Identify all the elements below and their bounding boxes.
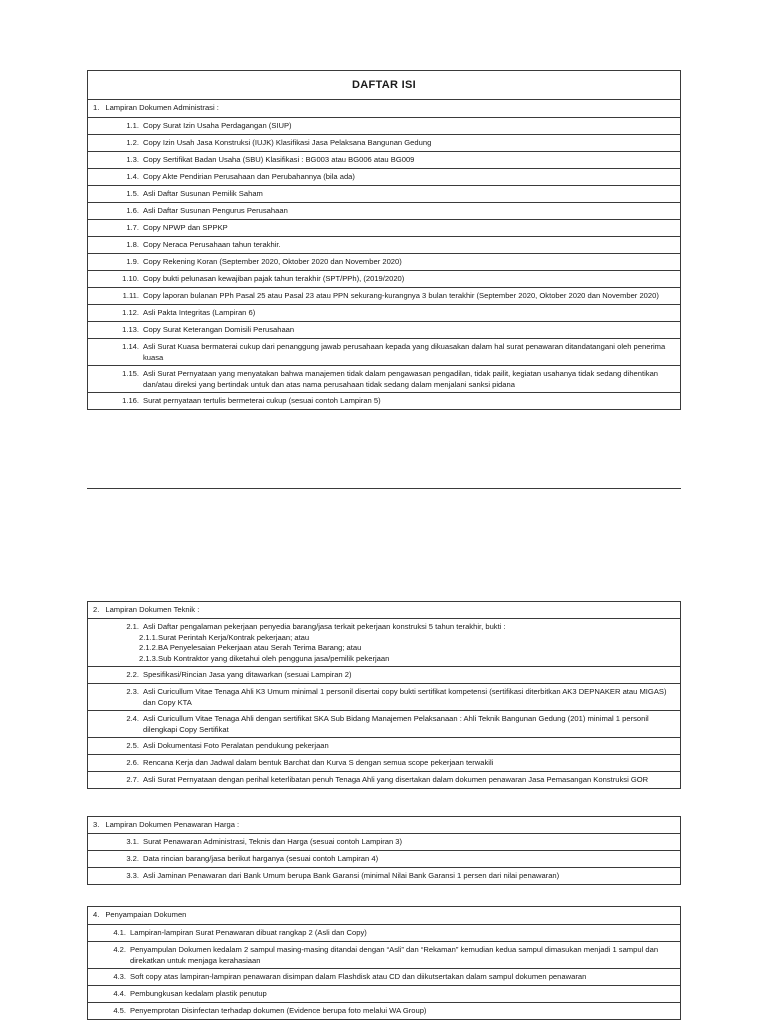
- section-2-items: [88, 667, 680, 789]
- item-text: Penyampulan Dokumen kedalam 2 sampul masing-masing ditandai dengan “Asli” dan “Rekaman” kemudian kedua sampul dimasukan menjadi 1 sampul dan direkatkan untuk menjaga kerahasiaan: [130, 945, 659, 965]
- section-2-header: [88, 602, 680, 619]
- section-number: 1.: [93, 103, 100, 112]
- item-number: 1.4.: [126, 172, 139, 181]
- item-number: 4.5.: [113, 1006, 126, 1015]
- item-number: 1.9.: [126, 257, 139, 266]
- item-text: Asli Pakta Integritas (Lampiran 6): [143, 308, 256, 317]
- list-item: [88, 925, 680, 942]
- item-text: Asli Daftar Susunan Pemilik Saham: [143, 189, 263, 198]
- item-text: Copy Sertifikat Badan Usaha (SBU) Klasifikasi : BG003 atau BG006 atau BG009: [143, 155, 415, 164]
- item-text: Asli Jaminan Penawaran dari Bank Umum berupa Bank Garansi (minimal Nilai Bank Garansi 1 persen dari nilai penawaran): [143, 871, 560, 880]
- item-text: Asli Surat Kuasa bermaterai cukup dari penanggung jawab perusahaan kepada yang dikuasakan dalam hal surat penawaran ditandatangani oleh penerima kuasa: [143, 342, 666, 362]
- item-text: Asli Curicullum Vitae Tenaga Ahli dengan sertifikat SKA Sub Bidang Manajemen Pelaksanaan : Ahli Teknik Bangunan Gedung (201) minimal 1 personil dilengkapi Copy Sertifikat: [143, 714, 649, 734]
- item-number: 1.5.: [126, 189, 139, 198]
- list-item: [88, 203, 680, 220]
- list-item: [88, 1003, 680, 1020]
- item-number: 4.4.: [113, 989, 126, 998]
- daftar-isi-table: [87, 70, 681, 410]
- section-number: 2.: [93, 605, 100, 614]
- section-4-header: [88, 907, 680, 925]
- item-text: Surat pernyataan tertulis bermeterai cukup (sesuai contoh Lampiran 5): [143, 396, 381, 405]
- item-number: 2.7.: [126, 775, 139, 784]
- section-label: Penyampaian Dokumen: [105, 910, 187, 919]
- item-text: Asli Curicullum Vitae Tenaga Ahli K3 Umum minimal 1 personil disertai copy bukti sertifikat kompetensi (sertifikasi diterbitkan AK3 DEPNAKER atau MIGAS) dan Copy KTA: [143, 687, 667, 707]
- list-item: [88, 738, 680, 755]
- list-item: [88, 305, 680, 322]
- item-number: 1.2.: [126, 138, 139, 147]
- list-item: [88, 186, 680, 203]
- item-number: 1.3.: [126, 155, 139, 164]
- list-item: [88, 711, 680, 738]
- item-number: 4.2.: [113, 945, 126, 954]
- section-1-header: [88, 100, 680, 118]
- item-text: Lampiran-lampiran Surat Penawaran dibuat rangkap 2 (Asli dan Copy): [130, 928, 367, 937]
- item-number: 1.8.: [126, 240, 139, 249]
- item-number: 4.1.: [113, 928, 126, 937]
- item-text: Asli Daftar Susunan Pengurus Perusahaan: [143, 206, 288, 215]
- item-text: [139, 622, 676, 664]
- list-item: [88, 969, 680, 986]
- list-item: [88, 152, 680, 169]
- list-item: [88, 339, 680, 366]
- item-number: 3.2.: [126, 854, 139, 863]
- item-number: 4.3.: [113, 972, 126, 981]
- section-number: 4.: [93, 910, 100, 919]
- section-label: Lampiran Dokumen Administrasi :: [105, 103, 219, 112]
- item-text: Copy bukti pelunasan kewajiban pajak tahun terakhir (SPT/PPh), (2019/2020): [143, 274, 405, 283]
- item-number: 1.15.: [122, 369, 139, 378]
- item-number: 1.14.: [122, 342, 139, 351]
- item-text: Surat Penawaran Administrasi, Teknis dan Harga (sesuai contoh Lampiran 3): [143, 837, 403, 846]
- penyampaian-table: [87, 906, 681, 1020]
- section-label: Lampiran Dokumen Teknik :: [105, 605, 200, 614]
- section-label: Lampiran Dokumen Penawaran Harga :: [105, 820, 240, 829]
- list-item: [88, 271, 680, 288]
- item-number: 2.5.: [126, 741, 139, 750]
- item-text: Pembungkusan kedalam plastik penutup: [130, 989, 267, 998]
- item-number: 2.3.: [126, 687, 139, 696]
- item-text: Penyemprotan Disinfectan terhadap dokumen (Evidence berupa foto melalui WA Group): [130, 1006, 427, 1015]
- item-number: 2.6.: [126, 758, 139, 767]
- sub-item: 2.1.1.Surat Perintah Kerja/Kontrak pekerjaan; atau: [139, 632, 310, 642]
- item-number: 3.1.: [126, 837, 139, 846]
- list-item: [88, 169, 680, 186]
- item-text: Data rincian barang/jasa berikut harganya (sesuai contoh Lampiran 4): [143, 854, 379, 863]
- item-text: Asli Dokumentasi Foto Peralatan pendukung pekerjaan: [143, 741, 329, 750]
- item-text: Copy Surat Keterangan Domisili Perusahaan: [143, 325, 295, 334]
- section-3-header: [88, 817, 680, 834]
- list-item: [88, 135, 680, 152]
- list-item: [88, 619, 680, 667]
- section-number: 3.: [93, 820, 100, 829]
- page-title: DAFTAR ISI: [88, 71, 680, 100]
- list-item: [88, 288, 680, 305]
- item-text: Copy Akte Pendirian Perusahaan dan Perubahannya (bila ada): [143, 172, 355, 181]
- teknik-table: [87, 601, 681, 789]
- list-item: [88, 942, 680, 969]
- list-item: [88, 851, 680, 868]
- item-text: Copy NPWP dan SPPKP: [143, 223, 228, 232]
- sub-item: 2.1.3.Sub Kontraktor yang diketahui oleh pengguna jasa/pemilik pekerjaan: [139, 653, 390, 663]
- list-item: [88, 118, 680, 135]
- item-number: 1.12.: [122, 308, 139, 317]
- item-text: Rencana Kerja dan Jadwal dalam bentuk Barchat dan Kurva S dengan semua scope pekerjaan terwakili: [143, 758, 494, 767]
- sub-item: 2.1.2.BA Penyelesaian Pekerjaan atau Serah Terima Barang; atau: [139, 643, 362, 652]
- item-number: 2.1.: [126, 622, 139, 631]
- item-text: Copy Izin Usah Jasa Konstruksi (IUJK) Klasifikasi Jasa Pelaksana Bangunan Gedung: [143, 138, 432, 147]
- list-item: [88, 254, 680, 271]
- list-item: [88, 868, 680, 885]
- list-item: [88, 667, 680, 684]
- item-text: Copy laporan bulanan PPh Pasal 25 atau Pasal 23 atau PPN sekurang-kurangnya 3 bulan terakhir (September 2020, Oktober 2020 dan November 2020): [143, 291, 659, 300]
- list-item: [88, 755, 680, 772]
- item-number: 1.7.: [126, 223, 139, 232]
- list-item: [88, 366, 680, 393]
- list-item: [88, 684, 680, 711]
- list-item: [88, 220, 680, 237]
- section-3-items: [88, 834, 680, 885]
- item-number: 1.16.: [122, 396, 139, 405]
- item-number: 1.1.: [126, 121, 139, 130]
- item-number: 1.6.: [126, 206, 139, 215]
- item-text: Copy Rekening Koran (September 2020, Oktober 2020 dan November 2020): [143, 257, 402, 266]
- list-item: [88, 322, 680, 339]
- item-text: Spesifikasi/Rincian Jasa yang ditawarkan (sesuai Lampiran 2): [143, 670, 352, 679]
- list-item: [88, 834, 680, 851]
- item-number: 1.10.: [122, 274, 139, 283]
- sub-item-list: [139, 632, 676, 665]
- item-number: 1.11.: [122, 291, 139, 300]
- item-number: 3.3.: [126, 871, 139, 880]
- page-divider: [87, 488, 681, 489]
- item-text: Asli Surat Pernyataan yang menyatakan bahwa manajemen tidak dalam pengawasan pengadilan, tidak pailit, kegiatan usahanya tidak sedang dihentikan dan/atau direksi yang bertindak untuk dan atas nama perusahaan tidak sedang dalam menjalani sanksi pidana: [143, 369, 659, 389]
- section-4-items: [88, 925, 680, 1020]
- item-main-text: Asli Daftar pengalaman pekerjaan penyedia barang/jasa terkait pekerjaan konstruksi 5 tahun terakhir, bukti :: [143, 622, 506, 631]
- harga-table: [87, 816, 681, 885]
- list-item: [88, 393, 680, 410]
- list-item: [88, 237, 680, 254]
- item-text: Copy Neraca Perusahaan tahun terakhir.: [143, 240, 281, 249]
- list-item: [88, 986, 680, 1003]
- item-number: 2.4.: [126, 714, 139, 723]
- item-text: Asli Surat Pernyataan dengan perihal keterlibatan penuh Tenaga Ahli yang disertakan dalam dokumen penawaran Jasa Pemasangan Konstruksi GOR: [143, 775, 649, 784]
- item-number: 1.13.: [122, 325, 139, 334]
- item-text: Soft copy atas lampiran-lampiran penawaran disimpan dalam Flashdisk atau CD dan diikutsertakan dalam sampul dokumen penawaran: [130, 972, 587, 981]
- list-item: [88, 772, 680, 789]
- item-number: 2.2.: [126, 670, 139, 679]
- item-text: Copy Surat Izin Usaha Perdagangan (SIUP): [143, 121, 292, 130]
- section-1-items: [88, 118, 680, 410]
